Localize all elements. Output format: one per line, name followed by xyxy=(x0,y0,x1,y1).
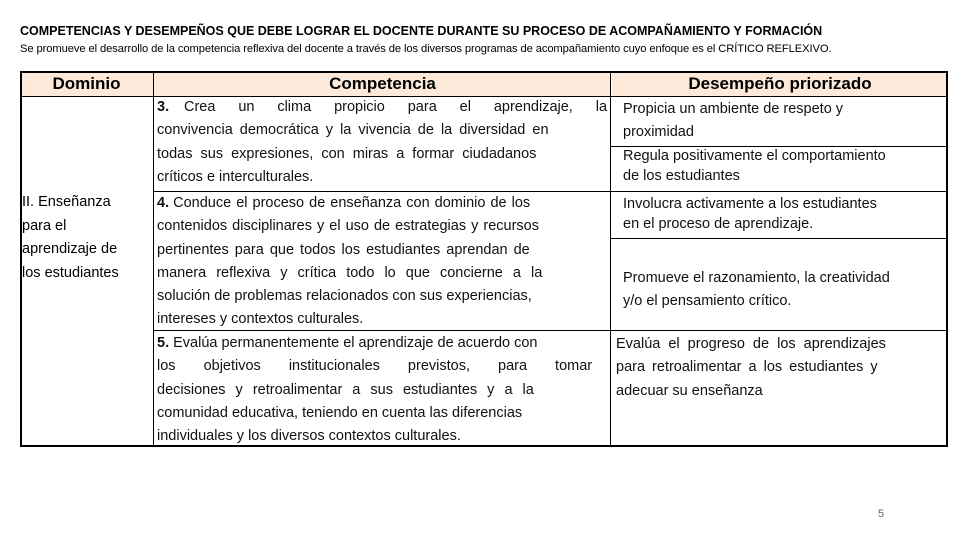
desempeno-2 xyxy=(623,146,943,186)
dominio-cell xyxy=(22,191,154,285)
competencia-text: intereses y contextos culturales. xyxy=(157,311,364,328)
competencia-text: Evalúa permanentemente el aprendizaje de acuerdo con xyxy=(173,335,538,351)
desempeno-text: en el proceso de aprendizaje. xyxy=(623,216,814,232)
competencias-table xyxy=(20,71,948,447)
competencia-text: críticos e interculturales. xyxy=(157,168,314,185)
row-divider xyxy=(610,330,948,331)
table-border-top xyxy=(20,71,948,73)
competencia-number: 5. xyxy=(157,335,170,351)
desempeno-3 xyxy=(623,194,943,234)
desempeno-text: para retroalimentar a los estudiantes y xyxy=(616,359,878,376)
desempeno-text: adecuar su enseñanza xyxy=(616,382,763,399)
competencia-text: los objetivos institucionales previstos, para tomar xyxy=(157,358,593,375)
desempeno-1 xyxy=(623,98,943,145)
page-subtitle: Se promueve el desarrollo de la competencia reflexiva del docente a través de los diversos programas de acompañamiento cuyo enfoque es el CRÍTICO REFLEXIVO. xyxy=(20,43,832,55)
desempeno-text: de los estudiantes xyxy=(623,168,740,184)
desempeno-text: proximidad xyxy=(623,124,694,141)
desempeno-text: Promueve el razonamiento, la creatividad xyxy=(623,270,890,286)
competencia-number: 4. xyxy=(157,195,170,211)
competencia-3 xyxy=(157,96,607,189)
competencia-text: Crea un clima propicio para el aprendizaje, la xyxy=(184,99,608,115)
column-header-desempeno: Desempeño priorizado xyxy=(612,71,948,96)
competencia-text: decisiones y retroalimentar a sus estudiantes y a la xyxy=(157,381,534,398)
competencia-text: solución de problemas relacionados con sus experiencias, xyxy=(157,288,532,305)
row-divider xyxy=(610,191,948,192)
dominio-line: II. Enseñanza xyxy=(22,194,111,210)
desempeno-text: Involucra activamente a los estudiantes xyxy=(623,196,877,212)
dominio-line: para el xyxy=(22,217,67,234)
desempeno-text: Regula positivamente el comportamiento xyxy=(623,148,886,164)
row-divider xyxy=(610,238,948,239)
competencia-text: todas sus expresiones, con miras a formar ciudadanos xyxy=(157,145,537,162)
desempeno-text: Evalúa el progreso de los aprendizajes xyxy=(616,336,886,352)
competencia-text: manera reflexiva y crítica todo lo que concierne a la xyxy=(157,264,543,281)
competencia-text: Conduce el proceso de enseñanza con dominio de los xyxy=(173,195,531,211)
desempeno-text: y/o el pensamiento crítico. xyxy=(623,293,792,309)
column-header-dominio: Dominio xyxy=(20,71,153,96)
competencia-text: pertinentes para que todos los estudiantes aprendan de xyxy=(157,241,530,258)
competencia-4 xyxy=(157,192,607,332)
competencia-text: contenidos disciplinares y el uso de estrategias y recursos xyxy=(157,218,539,235)
competencia-text: convivencia democrática y la vivencia de la diversidad en xyxy=(157,122,549,139)
page-number: 5 xyxy=(878,508,885,520)
competencia-5 xyxy=(157,332,607,448)
column-divider xyxy=(610,71,611,447)
desempeno-5 xyxy=(616,333,928,403)
table-border-right xyxy=(946,71,948,447)
column-header-competencia: Competencia xyxy=(154,71,611,96)
competencia-number: 3. xyxy=(157,99,170,115)
desempeno-text: Propicia un ambiente de respeto y xyxy=(623,101,844,117)
competencia-text: individuales y los diversos contextos culturales. xyxy=(157,428,461,445)
dominio-line: aprendizaje de xyxy=(22,241,118,257)
competencia-text: comunidad educativa, teniendo en cuenta las diferencias xyxy=(157,404,523,421)
page-title: COMPETENCIAS Y DESEMPEÑOS QUE DEBE LOGRAR EL DOCENTE DURANTE SU PROCESO DE ACOMPAÑAMIENTO Y FORMACIÓN xyxy=(20,24,823,38)
dominio-line: los estudiantes xyxy=(22,264,119,281)
desempeno-4 xyxy=(623,267,943,313)
